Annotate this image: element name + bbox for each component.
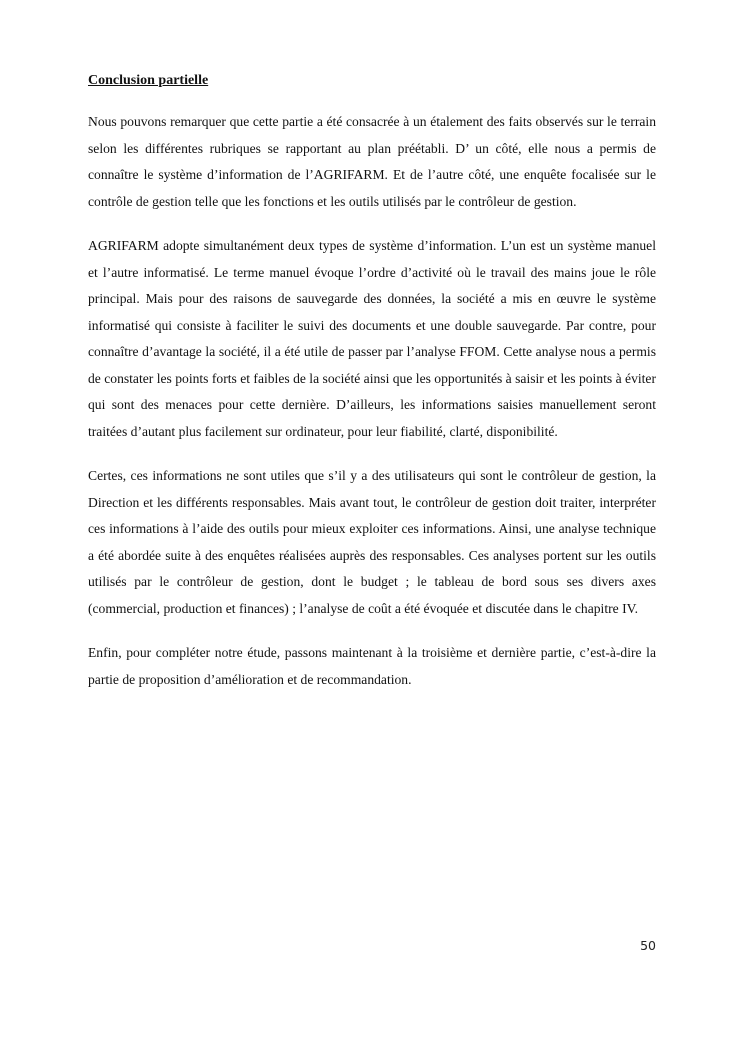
paragraph-3: Certes, ces informations ne sont utiles que s’il y a des utilisateurs qui sont le contrôleur de gestion, la Direction et les différents responsables. Mais avant tout, le contrôleur de gestion doit traiter, interpréter ces informations à l’aide des outils pour mieux exploiter ces informations. Ainsi, une analyse technique a été abordée suite à des enquêtes réalisées auprès des responsables. Ces analyses portent sur les outils utilisés par le contrôleur de gestion, dont le budget ; le tableau de bord sous ses divers axes (commercial, production et finances) ; l’analyse de coût a été évoquée et discutée dans le chapitre IV. (88, 468, 656, 616)
page-content (88, 64, 656, 711)
paragraph-4: Enfin, pour compléter notre étude, passons maintenant à la troisième et dernière partie, c’est-à-dire la partie de proposition d’amélioration et de recommandation. (88, 645, 656, 687)
section-heading: Conclusion partielle (88, 73, 209, 88)
paragraph-2: AGRIFARM adopte simultanément deux types de système d’information. L’un est un système manuel et l’autre informatisé. Le terme manuel évoque l’ordre d’activité où le travail des mains joue le rôle principal. Mais pour des raisons de sauvegarde des données, la société a mis en œuvre le système informatisé qui consiste à faciliter le suivi des documents et une double sauvegarde. Par contre, pour connaître d’avantage la société, il a été utile de passer par l’analyse FFOM. Cette analyse nous a permis de constater les points forts et faibles de la société ainsi que les opportunités à saisir et les points à éviter qui sont des menaces pour cette dernière. D’ailleurs, les informations saisies manuellement seront traitées d’autant plus facilement sur ordinateur, pour leur fiabilité, clarté, disponibilité. (88, 238, 656, 439)
paragraph-1: Nous pouvons remarquer que cette partie a été consacrée à un étalement des faits observés sur le terrain selon les différentes rubriques se rapportant au plan préétabli. D’ un côté, elle nous a permis de connaître le système d’information de l’AGRIFARM. Et de l’autre côté, une enquête focalisée sur le contrôle de gestion telle que les fonctions et les outils utilisés par le contrôleur de gestion. (88, 114, 656, 209)
page-number: 50 (640, 938, 656, 953)
